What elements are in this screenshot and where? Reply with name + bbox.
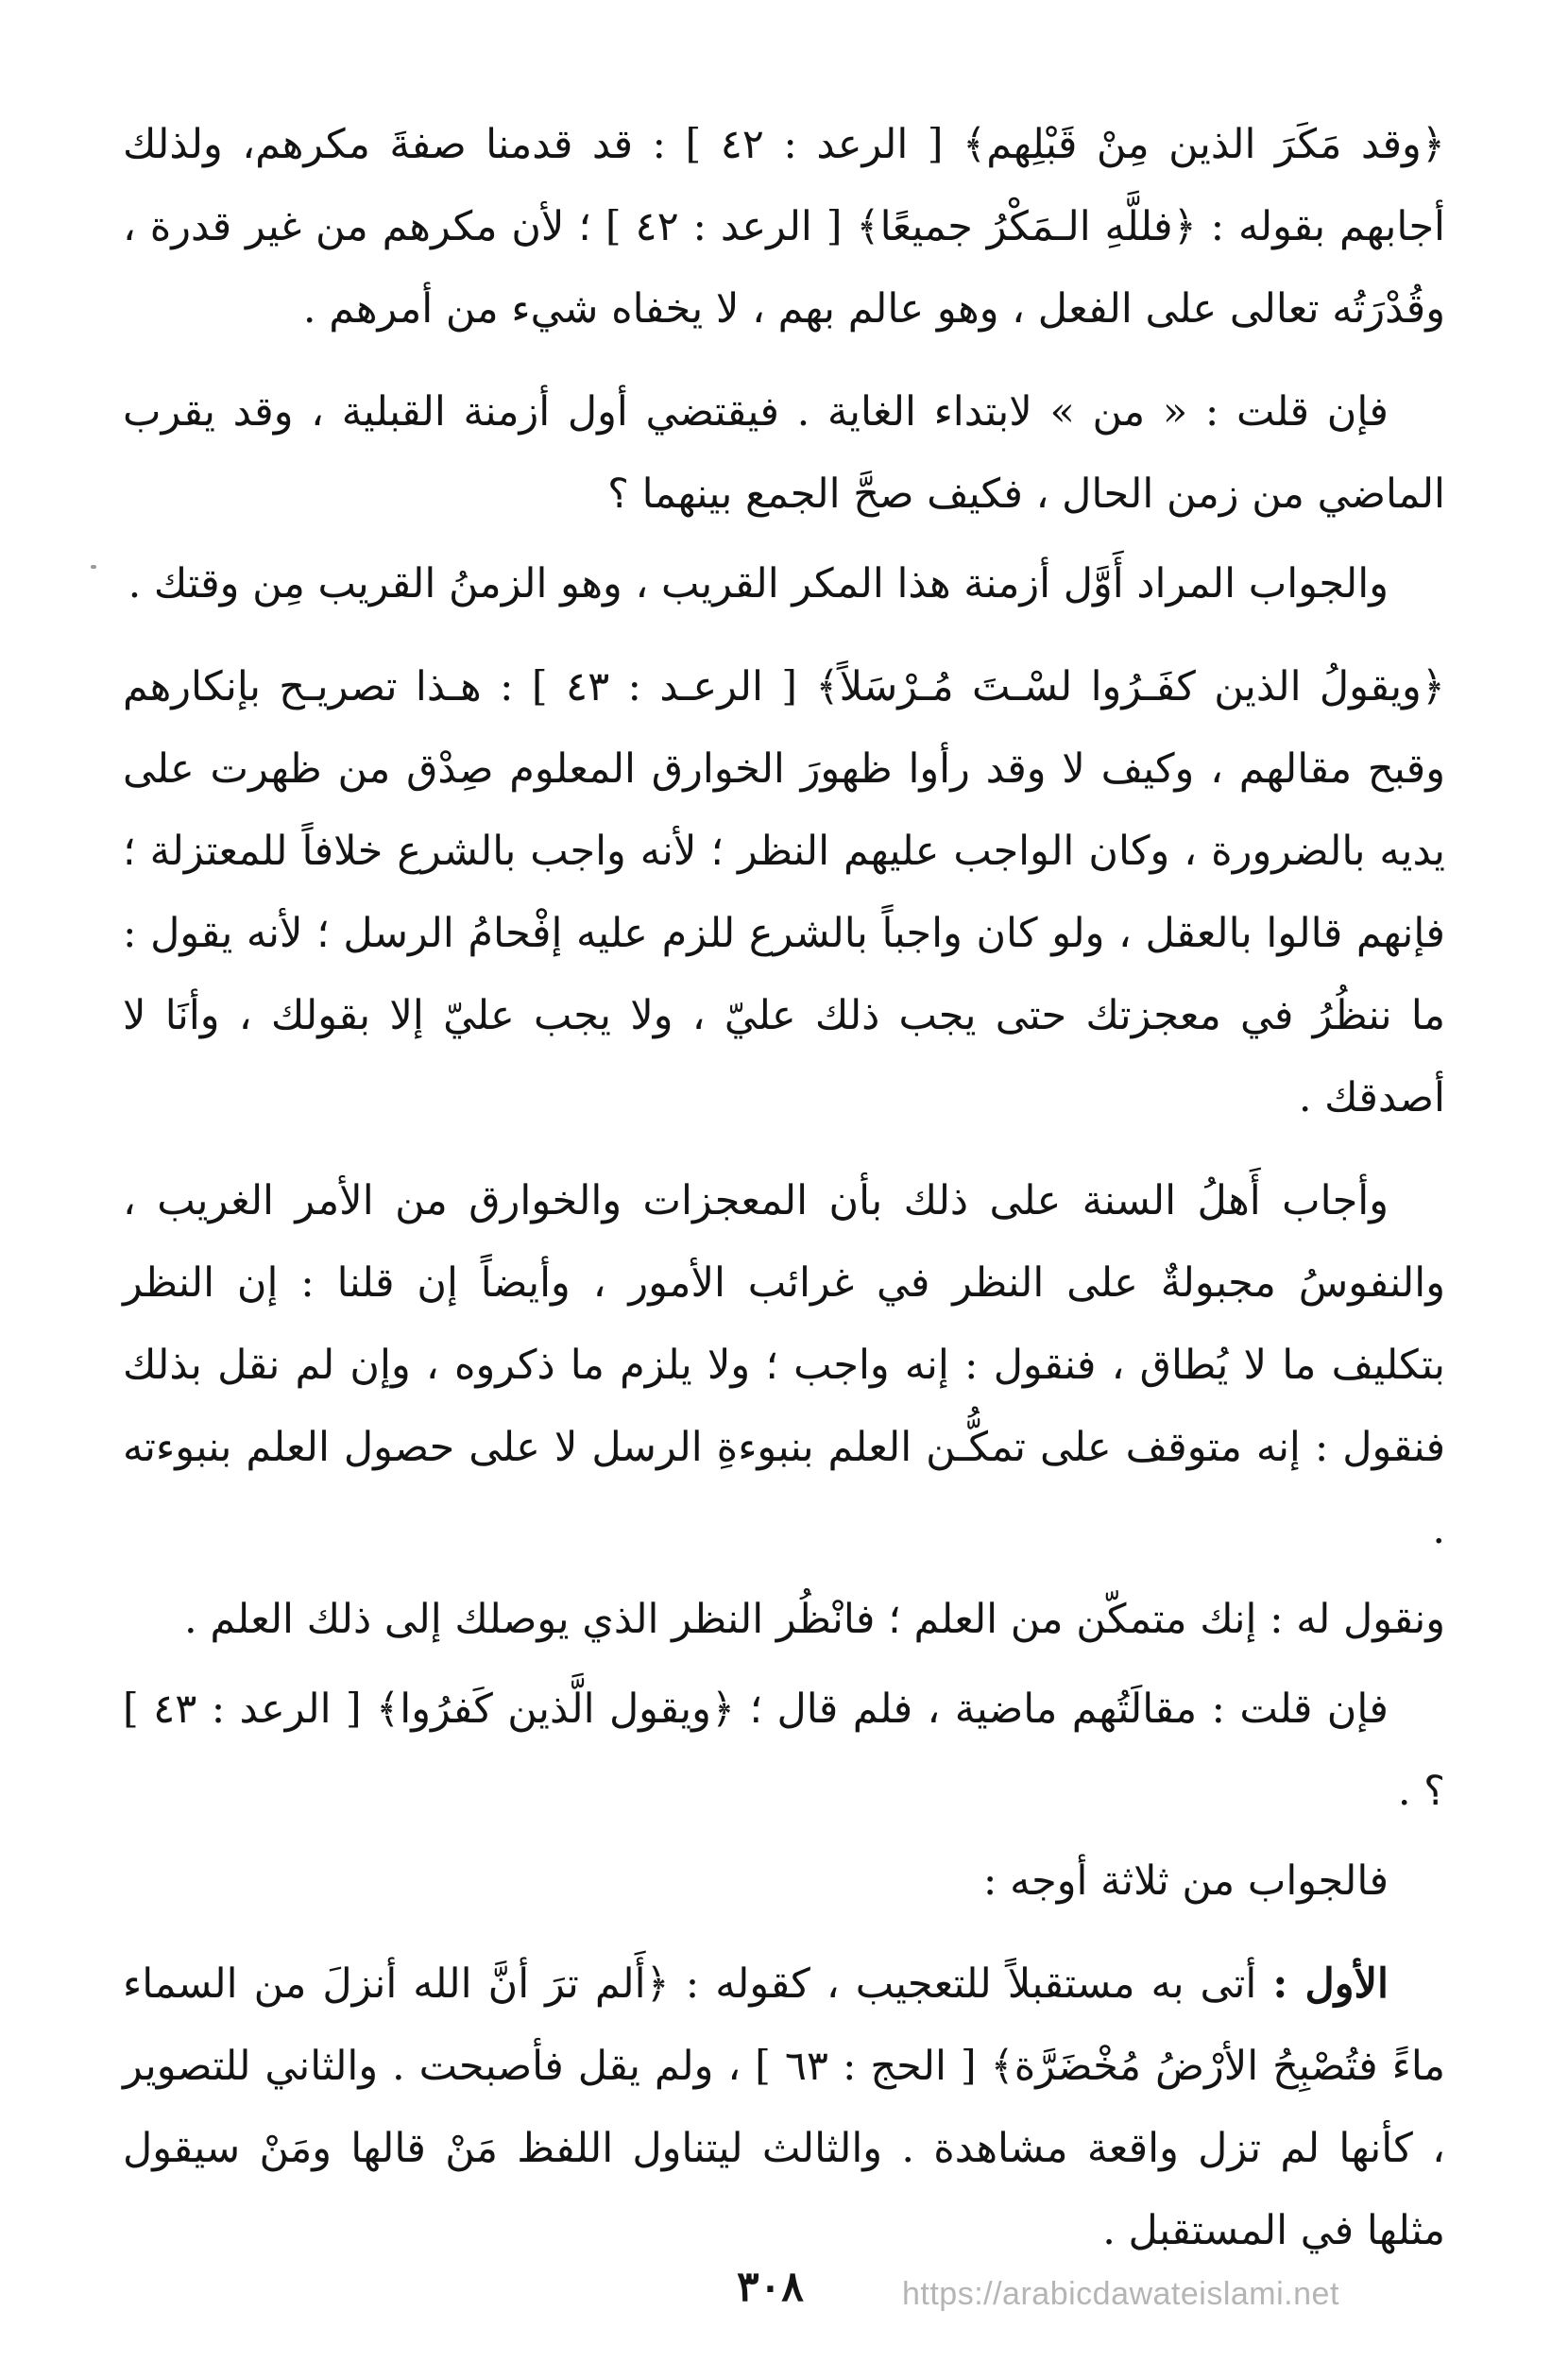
paragraph-answer-min: والجواب المراد أَوَّل أزمنة هذا المكر القريب ، وهو الزمنُ القريب مِن وقتك .: [128, 560, 1389, 608]
margin-mark: [91, 565, 96, 569]
website-watermark: https://arabicdawateislami.net: [902, 2276, 1339, 2312]
paragraph-question-min: فإن قلت : « من » لابتداء الغاية . فيقتضي أول أزمنة القبلية ، وقد يقرب الماضي من زمن الحال ، فكيف صحَّ الجمع بينهما ؟: [123, 388, 1445, 518]
paragraph-ra3d-42: ﴿وقد مَكَرَ الذين مِنْ قَبْلِهم﴾ [ الرعد : ٤٢ ] : قد قدمنا صفةَ مكرهم، ولذلك أجابهم بقوله : ﴿فللَّهِ الـمَكْرُ جميعًا﴾ [ الرعد : ٤٢ ] ؛ لأن مكرهم من غير قدرة ، وقُدْرَتُه تعالى على الفعل ، وهو عالم بهم ، لا يخفاه شيء من أمرهم .: [123, 121, 1445, 333]
paragraph-tamakkun: ونقول له : إنك متمكّن من العلم ؛ فانْظُر النظر الذي يوصلك إلى ذلك العلم .: [184, 1596, 1445, 1643]
paragraph-ahl-sunnah: وأجاب أَهلُ السنة على ذلك بأن المعجزات والخوارق من الأمر الغريب ، والنفوسُ مجبولةٌ على النظر في غرائب الأمور ، وأيضاً إن قلنا : إن النظر بتكليف ما لا يُطاق ، فنقول : إنه واجب ؛ ولا يلزم ما ذكروه ، وإن لم نقل بذلك فنقول : إنه متوقف على تمكُّـن العلم بنبوءةِ الرسل لا على حصول العلم بنبوءته .: [123, 1177, 1445, 1553]
page-number: ٣٠٨: [737, 2263, 804, 2311]
page-footer: [0, 2263, 1568, 2329]
paragraph-first-answer: [123, 1943, 1445, 2272]
first-answer-text: أتى به مستقبلاً للتعجيب ، كقوله : ﴿أَلم ترَ أنَّ الله أنزلَ من السماء ماءً فتُصْبِحُ الأرْضُ مُخْضَرَّة﴾ [ الحج : ٦٣ ] ، ولم يقل فأصبحت . والثاني للتصوير ، كأنها لم تزل واقعة مشاهدة . والثالث ليتناول اللفظ مَنْ قالها ومَنْ سيقول مثلها في المستقبل .: [123, 1960, 1445, 2254]
paragraph-three-answers: فالجواب من ثلاثة أوجه :: [982, 1857, 1389, 1905]
first-answer-lead: الأول :: [1272, 1960, 1389, 2008]
page-body: [123, 104, 1445, 2272]
paragraph-question-tense: فإن قلت : مقالَتُهم ماضية ، فلم قال ؛ ﴿ويقول الَّذين كَفرُوا﴾ [ الرعد : ٤٣ ] ؟ .: [123, 1686, 1445, 1815]
paragraph-ra3d-43: ﴿ويقولُ الذين كفَـرُوا لسْـتَ مُـرْسَلاً﴾ [ الرعـد : ٤٣ ] : هـذا تصريـح بإنكارهم وقبح مقالهم ، وكيف لا وقد رأوا ظهورَ الخوارق المعلوم صِدْق من ظهرت على يديه بالضرورة ، وكان الواجب عليهم النظر ؛ لأنه واجب بالشرع خلافاً للمعتزلة ؛ فإنهم قالوا بالعقل ، ولو كان واجباً بالشرع للزم عليه إفْحامُ الرسل ؛ لأنه يقول : ما ننظُرُ في معجزتك حتى يجب ذلك عليّ ، ولا يجب عليّ إلا بقولك ، وأنَا لا أصدقك .: [123, 663, 1445, 1121]
